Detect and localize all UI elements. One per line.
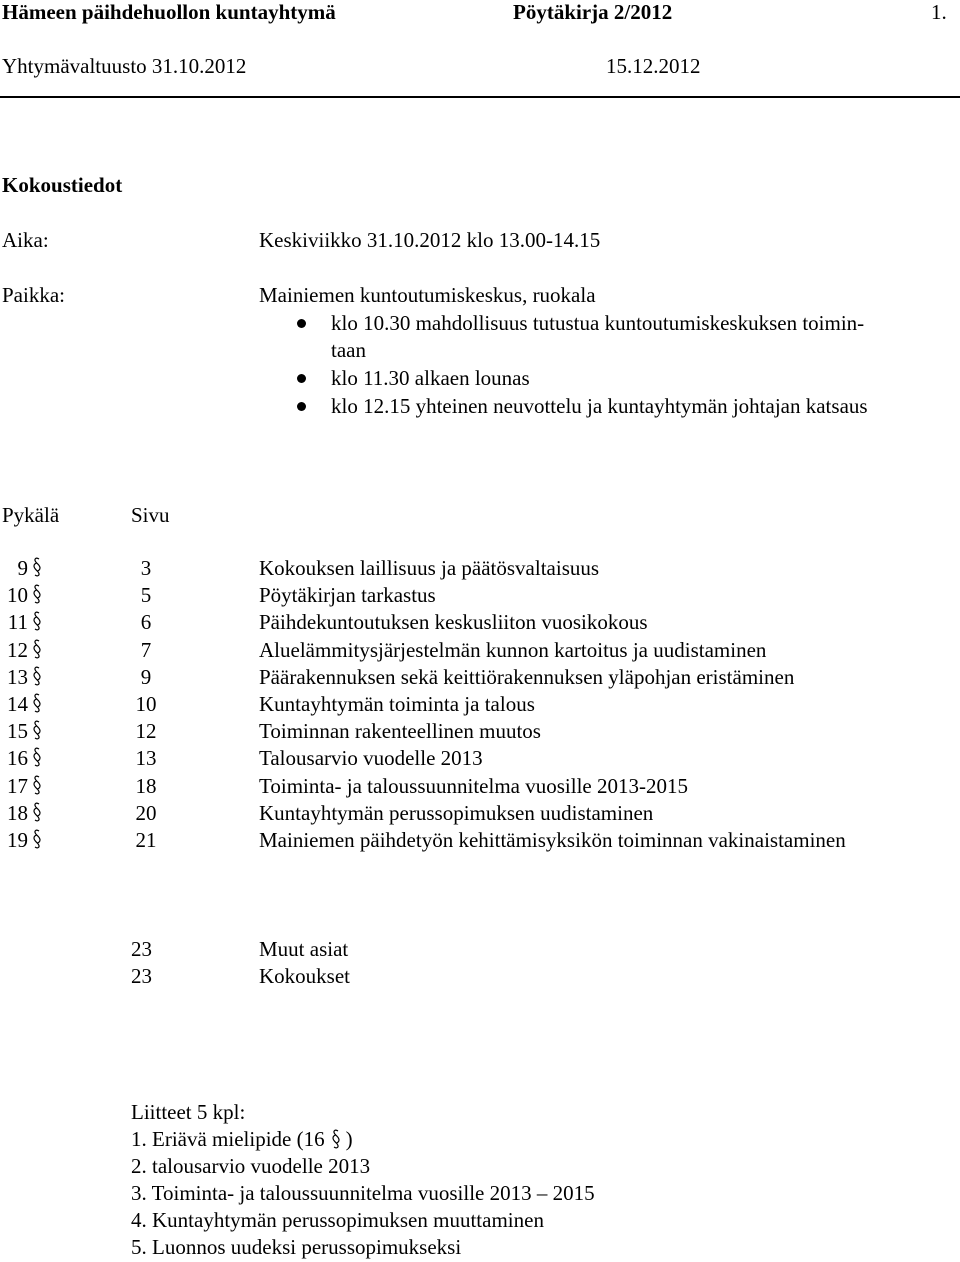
section-sign <box>32 720 42 743</box>
agenda-row <box>0 640 960 667</box>
agenda-page-number: 3 <box>140 556 152 580</box>
section-sign-icon <box>32 638 42 660</box>
agenda-row <box>0 776 960 803</box>
other-item-title: Kokoukset <box>259 964 350 988</box>
section-sign-icon <box>32 746 42 768</box>
agenda-row <box>0 721 960 748</box>
document-title: Pöytäkirja 2/2012 <box>513 0 673 24</box>
agenda-section-number: 15 <box>7 719 28 743</box>
section-sign-icon <box>32 774 42 796</box>
section-sign <box>32 829 42 852</box>
bullet-icon <box>297 319 306 328</box>
org-name: Hämeen päihdehuollon kuntayhtymä <box>2 0 336 24</box>
section-sign <box>32 802 42 825</box>
section-sign-icon <box>32 801 42 823</box>
attachment-item: 2. talousarvio vuodelle 2013 <box>131 1154 371 1178</box>
schedule-item-continuation: taan <box>331 338 366 362</box>
agenda-row <box>0 748 960 775</box>
agenda-page-number: 12 <box>135 719 157 743</box>
agenda-section-number: 14 <box>7 692 28 716</box>
agenda-row <box>0 830 960 857</box>
section-sign <box>32 584 42 607</box>
agenda-row <box>0 667 960 694</box>
other-item-title: Muut asiat <box>259 937 349 961</box>
section-sign <box>32 693 42 716</box>
section-sign <box>32 557 42 580</box>
agenda-row <box>0 694 960 721</box>
section-heading: Kokoustiedot <box>2 173 123 197</box>
agenda-item-title: Talousarvio vuodelle 2013 <box>259 746 483 770</box>
schedule-item: klo 10.30 mahdollisuus tutustua kuntoutumiskeskuksen toimin- <box>331 311 865 335</box>
agenda-item-title: Päihdekuntoutuksen keskusliiton vuosikokous <box>259 610 648 634</box>
agenda-section-number: 16 <box>7 746 28 770</box>
agenda-section-number: 19 <box>7 828 28 852</box>
section-sign-icon <box>32 583 42 605</box>
agenda-section-number: 9 <box>17 556 28 580</box>
agenda-row <box>0 803 960 830</box>
agenda-page-number: 5 <box>140 583 152 607</box>
column-header-sivu: Sivu <box>131 503 170 527</box>
agenda-item-title: Toiminnan rakenteellinen muutos <box>259 719 541 743</box>
other-item-page: 23 <box>131 937 152 961</box>
column-header-pykala: Pykälä <box>2 503 60 527</box>
section-sign-icon <box>32 610 42 632</box>
attachment-item-text: ) <box>345 1127 353 1151</box>
agenda-row <box>0 558 960 585</box>
section-sign-icon <box>32 828 42 850</box>
agenda-page-number: 9 <box>140 665 152 689</box>
agenda-section-number: 11 <box>7 610 28 634</box>
agenda-page-number: 18 <box>135 774 157 798</box>
bullet-icon <box>297 374 306 383</box>
meeting-name: Yhtymävaltuusto 31.10.2012 <box>2 54 247 78</box>
agenda-item-title: Pöytäkirjan tarkastus <box>259 583 436 607</box>
time-label: Aika: <box>2 228 49 252</box>
agenda-page-number: 21 <box>135 828 157 852</box>
agenda-section-number: 10 <box>7 583 28 607</box>
document-date: 15.12.2012 <box>606 54 701 78</box>
agenda-page-number: 10 <box>135 692 157 716</box>
time-value: Keskiviikko 31.10.2012 klo 13.00-14.15 <box>259 228 601 252</box>
section-sign <box>32 747 42 770</box>
agenda-section-number: 12 <box>7 638 28 662</box>
section-sign-icon <box>32 665 42 687</box>
section-sign <box>32 666 42 689</box>
attachment-item <box>131 1129 353 1152</box>
section-sign <box>32 611 42 634</box>
agenda-item-title: Toiminta- ja taloussuunnitelma vuosille 2013-2015 <box>259 774 688 798</box>
agenda-item-title: Kokouksen laillisuus ja päätösvaltaisuus <box>259 556 600 580</box>
agenda-page-number: 13 <box>135 746 157 770</box>
schedule-item: klo 12.15 yhteinen neuvottelu ja kuntayhtymän johtajan katsaus <box>331 394 868 418</box>
agenda-item-title: Kuntayhtymän toiminta ja talous <box>259 692 535 716</box>
attachments-heading: Liitteet 5 kpl: <box>131 1100 246 1124</box>
section-sign-icon <box>331 1128 341 1150</box>
agenda-item-title: Päärakennuksen sekä keittiörakennuksen yläpohjan eristäminen <box>259 665 795 689</box>
agenda-section-number: 18 <box>7 801 28 825</box>
attachment-item: 5. Luonnos uudeksi perussopimukseksi <box>131 1235 462 1259</box>
agenda-page-number: 7 <box>140 638 152 662</box>
section-sign-icon <box>32 692 42 714</box>
agenda-item-title: Kuntayhtymän perussopimuksen uudistaminen <box>259 801 654 825</box>
place-label: Paikka: <box>2 283 65 307</box>
place-value: Mainiemen kuntoutumiskeskus, ruokala <box>259 283 596 307</box>
bullet-icon <box>297 402 306 411</box>
agenda-item-title: Aluelämmitysjärjestelmän kunnon kartoitus ja uudistaminen <box>259 638 767 662</box>
attachment-item: 4. Kuntayhtymän perussopimuksen muuttaminen <box>131 1208 544 1232</box>
attachment-item: 3. Toiminta- ja taloussuunnitelma vuosille 2013 – 2015 <box>131 1181 595 1205</box>
section-sign-icon <box>32 556 42 578</box>
section-sign-icon <box>32 719 42 741</box>
header-rule <box>0 96 960 98</box>
agenda-page-number: 20 <box>135 801 157 825</box>
attachment-item-text: 1. Eriävä mielipide (16 <box>131 1127 325 1151</box>
agenda-item-title: Mainiemen päihdetyön kehittämisyksikön toiminnan vakinaistaminen <box>259 828 846 852</box>
section-sign <box>32 639 42 662</box>
section-sign <box>32 775 42 798</box>
schedule-item: klo 11.30 alkaen lounas <box>331 366 530 390</box>
page-number: 1. <box>931 0 947 24</box>
other-item-page: 23 <box>131 964 152 988</box>
agenda-section-number: 13 <box>7 665 28 689</box>
agenda-section-number: 17 <box>7 774 28 798</box>
agenda-row <box>0 612 960 639</box>
agenda-page-number: 6 <box>140 610 152 634</box>
agenda-row <box>0 585 960 612</box>
